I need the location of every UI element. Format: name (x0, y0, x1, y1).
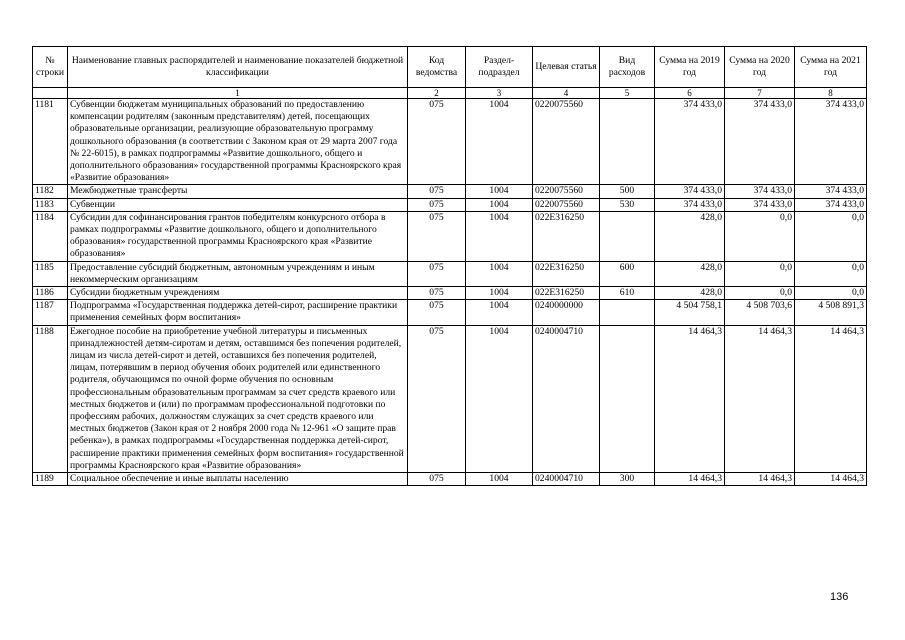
row-target-article: 022Е316250 (533, 287, 600, 300)
row-sum-2021: 14 464,3 (795, 473, 867, 486)
row-name: Предоставление субсидий бюджетным, автономным учреждениям и иным некоммерческим организациям (68, 261, 408, 286)
row-sum-2019: 428,0 (655, 287, 725, 300)
row-section: 1004 (466, 473, 533, 486)
row-sum-2021: 374 433,0 (795, 198, 867, 211)
row-target-article: 0240000000 (533, 300, 600, 325)
header-section: Раздел-подраздел (466, 47, 533, 88)
row-number: 1181 (33, 99, 68, 185)
table-row (33, 325, 867, 472)
header-expense-type: Вид расходов (600, 47, 655, 88)
page-number: 136 (830, 591, 849, 603)
table-row (33, 185, 867, 198)
row-sum-2020: 374 433,0 (725, 99, 795, 185)
row-target-article: 0220075560 (533, 185, 600, 198)
row-sum-2020: 14 464,3 (725, 473, 795, 486)
row-target-article: 0240004710 (533, 325, 600, 472)
row-target-article: 022Е316250 (533, 261, 600, 286)
row-expense-type: 610 (600, 287, 655, 300)
row-sum-2021: 4 508 891,3 (795, 300, 867, 325)
row-section: 1004 (466, 99, 533, 185)
row-expense-type: 300 (600, 473, 655, 486)
row-name: Подпрограмма «Государственная поддержка детей-сирот, расширение практики применения семейных форм воспитания» (68, 300, 408, 325)
row-sum-2020: 374 433,0 (725, 198, 795, 211)
row-number: 1182 (33, 185, 68, 198)
table-row (33, 287, 867, 300)
row-name: Межбюджетные трансферты (68, 185, 408, 198)
row-sum-2021: 14 464,3 (795, 325, 867, 472)
row-section: 1004 (466, 261, 533, 286)
column-number: 1 (68, 88, 408, 99)
row-number: 1185 (33, 261, 68, 286)
row-sum-2019: 14 464,3 (655, 325, 725, 472)
row-number: 1189 (33, 473, 68, 486)
header-name: Наименование главных распорядителей и наименование показателей бюджетной классификации (68, 47, 408, 88)
row-target-article: 0240004710 (533, 473, 600, 486)
row-sum-2019: 374 433,0 (655, 198, 725, 211)
row-sum-2021: 374 433,0 (795, 185, 867, 198)
row-department-code: 075 (408, 300, 466, 325)
header-row (33, 47, 867, 88)
row-name: Ежегодное пособие на приобретение учебной литературы и письменных принадлежностей детям-сиротам и детям, оставшимся без попечения родителей, лицам из числа детей-сирот и детей, оставшихся без попечения родителей, лицам, потерявшим в период обучения обоих родителей или единственного родителя, обучающимся по очной форме обучения по основным профессиональным образовательным программам за счет средств краевого или местных бюджетов и (или) по программам профессиональной подготовки по профессиям рабочих, должностям служащих за счет средств краевого или местных бюджетов (Закон края от 2 ноября 2000 года № 12-961 «О защите прав ребенка»), в рамках подпрограммы «Государственная поддержка детей-сирот, расширение практики применения семейных форм воспитания» государственной программы Красноярского края «Развитие образования» (68, 325, 408, 472)
row-name: Субвенции (68, 198, 408, 211)
row-section: 1004 (466, 287, 533, 300)
row-sum-2019: 374 433,0 (655, 99, 725, 185)
row-expense-type (600, 325, 655, 472)
row-name: Субсидии для софинансирования грантов победителям конкурсного отбора в рамках подпрограммы «Развитие дошкольного, общего и дополнительного образования» государственной программы Красноярского края «Развитие образования» (68, 211, 408, 261)
row-expense-type (600, 211, 655, 261)
header-target-article: Целевая статья (533, 47, 600, 88)
row-expense-type: 600 (600, 261, 655, 286)
row-name: Субсидии бюджетным учреждениям (68, 287, 408, 300)
table-row (33, 99, 867, 185)
row-number: 1184 (33, 211, 68, 261)
row-sum-2020: 14 464,3 (725, 325, 795, 472)
row-expense-type (600, 300, 655, 325)
row-section: 1004 (466, 198, 533, 211)
row-expense-type: 500 (600, 185, 655, 198)
row-sum-2020: 0,0 (725, 287, 795, 300)
column-number: 8 (795, 88, 867, 99)
row-target-article: 0220075560 (533, 99, 600, 185)
row-department-code: 075 (408, 185, 466, 198)
row-sum-2019: 428,0 (655, 211, 725, 261)
row-sum-2019: 428,0 (655, 261, 725, 286)
row-sum-2020: 4 508 703,6 (725, 300, 795, 325)
row-department-code: 075 (408, 325, 466, 472)
column-number: 4 (533, 88, 600, 99)
row-sum-2019: 4 504 758,1 (655, 300, 725, 325)
header-row-number: № строки (33, 47, 68, 88)
table-row (33, 300, 867, 325)
row-sum-2019: 14 464,3 (655, 473, 725, 486)
table-row (33, 198, 867, 211)
column-number: 5 (600, 88, 655, 99)
header-sum-2020: Сумма на 2020 год (725, 47, 795, 88)
row-sum-2019: 374 433,0 (655, 185, 725, 198)
row-number: 1188 (33, 325, 68, 472)
row-sum-2021: 374 433,0 (795, 99, 867, 185)
row-department-code: 075 (408, 211, 466, 261)
header-department-code: Код ведомства (408, 47, 466, 88)
row-department-code: 075 (408, 198, 466, 211)
row-target-article: 0220075560 (533, 198, 600, 211)
row-section: 1004 (466, 185, 533, 198)
column-number: 7 (725, 88, 795, 99)
header-sum-2019: Сумма на 2019 год (655, 47, 725, 88)
row-section: 1004 (466, 325, 533, 472)
row-sum-2021: 0,0 (795, 211, 867, 261)
header-sum-2021: Сумма на 2021 год (795, 47, 867, 88)
row-section: 1004 (466, 300, 533, 325)
table-row (33, 261, 867, 286)
row-expense-type (600, 99, 655, 185)
table-row (33, 211, 867, 261)
row-department-code: 075 (408, 99, 466, 185)
budget-table (32, 46, 867, 486)
row-section: 1004 (466, 211, 533, 261)
row-name: Субвенции бюджетам муниципальных образований по предоставлению компенсации родителям (законным представителям) детей, посещающих образовательные организации, реализующие образовательную программу дошкольного образования (в соответствии с Законом края от 29 марта 2007 года № 22-6015), в рамках подпрограммы «Развитие дошкольного, общего и дополнительного образования» государственной программы Красноярского края «Развитие образования» (68, 99, 408, 185)
row-sum-2021: 0,0 (795, 287, 867, 300)
row-sum-2020: 0,0 (725, 261, 795, 286)
row-number: 1186 (33, 287, 68, 300)
row-name: Социальное обеспечение и иные выплаты населению (68, 473, 408, 486)
column-number: 2 (408, 88, 466, 99)
column-number: 6 (655, 88, 725, 99)
row-sum-2021: 0,0 (795, 261, 867, 286)
row-number: 1183 (33, 198, 68, 211)
column-number: 3 (466, 88, 533, 99)
row-department-code: 075 (408, 473, 466, 486)
row-department-code: 075 (408, 287, 466, 300)
column-number-row (33, 88, 867, 99)
row-department-code: 075 (408, 261, 466, 286)
row-sum-2020: 374 433,0 (725, 185, 795, 198)
row-number: 1187 (33, 300, 68, 325)
row-target-article: 022Е316250 (533, 211, 600, 261)
column-number (33, 88, 68, 99)
row-sum-2020: 0,0 (725, 211, 795, 261)
row-expense-type: 530 (600, 198, 655, 211)
table-row (33, 473, 867, 486)
